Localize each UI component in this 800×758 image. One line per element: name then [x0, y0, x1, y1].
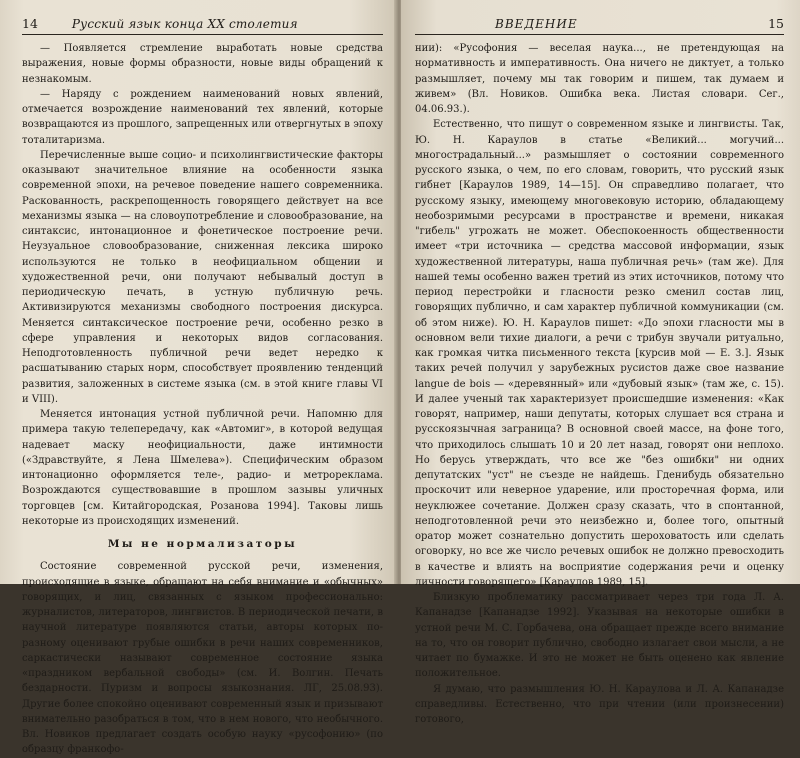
paragraph: — Появляется стремление выработать новые средства выражения, новые формы образности, новые виды обращений к незнакомым. — [22, 43, 383, 85]
right-running-head — [415, 16, 784, 35]
left-body-text — [22, 41, 383, 758]
left-page — [0, 0, 397, 756]
paragraph: Близкую проблематику рассматривает через три года Л. А. Капанадзе [Капанадзе 1992]. Указывая на некоторые ошибки в устной речи М. С. Горбачева, она обращает прежде всего внимание на то, что он говорит публично, свободно излагает свои мысли, а не читает по бумажке. И это не может не быть оценено как явление положительное. — [415, 592, 784, 680]
paragraph: Я думаю, что размышления Ю. Н. Караулова и Л. А. Капанадзе справедливы. Естественно, что при чтении (или произнесении) готового, — [415, 683, 784, 725]
right-body-text — [415, 41, 784, 727]
left-page-number: 14 — [22, 16, 38, 31]
paragraph: Состояние современной русской речи, изменения, происходящие в языке, обращают на себя внимание и «обычных» говорящих, и лиц, связанных с языком профессионально: журналистов, литераторов, лингвистов. В периодической печати, в научной литературе появляются статьи, авторы которых по-разному оценивают грубые ошибки в речи наших современников, саркастически называют современное состояние языка «праздником вербальной свободы» (см. И. Волгин. Печать бездарности. Пуризм и вопросы языкознания. ЛГ, 25.08.93). Другие более спокойно оценивают современный язык и призывают внимательно разобраться в том, что в нем нового, что необычного. Вл. Новиков предлагает создать особую науку «русофонию» (по образцу франкофо- — [22, 561, 383, 756]
left-running-title: Русский язык конца XX столетия — [71, 17, 298, 31]
paragraph: нии): «Русофония — веселая наука..., не претендующая на нормативность и императивность. Она ничего не диктует, а только размышляет, почему мы так говорим и пишем, так думаем и живем» (Вл. Новиков. Ошибка века. Листая словари. Сег., 04.06.93.). — [415, 43, 784, 115]
paragraph: Меняется интонация устной публичной речи. Напомню для примера такую телепередачу, как «Автомиг», в которой ведущая надевает маску неофициальности, даже интимности («Здравствуйте, я Лена Шмелева»). Специфическим образом интонационно оформляется теле-, радио- и метрореклама. Возрождаются существовавшие в прошлом зазывы уличных торговцев [см. Китайгородская, Розанова 1994]. Таковы лишь некоторые из происходящих изменений. — [22, 409, 383, 527]
left-running-head — [22, 16, 383, 35]
right-page — [401, 0, 800, 725]
paragraph: — Наряду с рождением наименований новых явлений, отмечается возрождение наименований тех явлений, которые возвращаются из прошлого, запрещенных или отвергнутых в эпоху тоталитаризма. — [22, 88, 383, 146]
paragraph: Естественно, что пишут о современном языке и лингвисты. Так, Ю. Н. Караулов в статье «Великий... могучий... многострадальный...» размышляет о состоянии современного русского языка, о чем, по его словам, говорить, что русский язык гибнет [Караулов 1989, 14—15]. Он справедливо полагает, что русскому языку, имеющему многовековую историю, обладающему необозримыми ресурсами в пространстве и времени, никакая "гибель" угрожать не может. Обеспокоенность общественности имеет «три источника — средства массовой информации, язык художественной литературы, наша публичная речь» (там же). Для нашей темы особенно важен третий из этих источников, потому что период перестройки и гласности резко сменил состав лиц, говорящих публично, и сам характер публичной коммуникации (см. об этом ниже). Ю. Н. Караулов пишет: «До эпохи гласности мы в основном вели тихие диалоги, а речи с трибун звучали ритуально, как громкая читка письменного текста [курсив мой — Е. З.]. Язык таких речей получил у зарубежных русистов даже свое название langue de bois — «деревянный» или «дубовый язык» (там же, с. 15). И далее ученый так характеризует происшедшие изменения: «Как говорят, например, наши депутаты, которых слушает вся страна и русскоязычная заграница? В основной своей массе, на фоне того, что приходилось слышать 10 и 20 лет назад, говорят они неплохо. Но берусь утверждать, что все же "без ошибки" ни одних депутатских "уст" не съезде не найдешь. Гденибудь обязательно проскочит или неверное ударение, или просторечная форма, или неуклюжее сочетание. Должен сразу сказать, что в спонтанной, неподготовленной речи это неизбежно и, более того, опытный оратор может сознательно допустить шероховатость или сделать оговорку, но все же число речевых ошибок не должно превосходить в качестве и влиять на восприятие содержания речи и оценку личности говорящего» [Караулов 1989, 15]. — [415, 119, 784, 588]
right-running-title: ВВЕДЕНИЕ — [495, 17, 578, 31]
paragraph: Перечисленные выше социо- и психолингвистические факторы оказывают значительное влияние на особенности языка современной эпохи, на речевое поведение нашего современника. Раскованность, раскрепощенность говорящего действует на все механизмы языка — на словоупотребление и словообразование, на синтаксис, интонационное и фонетическое построение речи. Неузуальное словообразование, сниженная лексика широко используются не только в неофициальном общении и художественной речи, они получают небывалый доступ в периодическую печать, в устную публичную речь. Активизируются механизмы свободного построения дискурса. Меняется синтаксическое построение речи, особенно резко в сфере управления и некоторых видов согласования. Неподготовленность публичной речи ведет нередко к расшатыванию старых норм, способствует проявлению тенденций развития, заложенных в системе языка (см. в этой книге главы VI и VIII). — [22, 149, 383, 405]
right-page-number: 15 — [768, 16, 784, 31]
section-heading: Мы не нормализаторы — [107, 538, 298, 550]
